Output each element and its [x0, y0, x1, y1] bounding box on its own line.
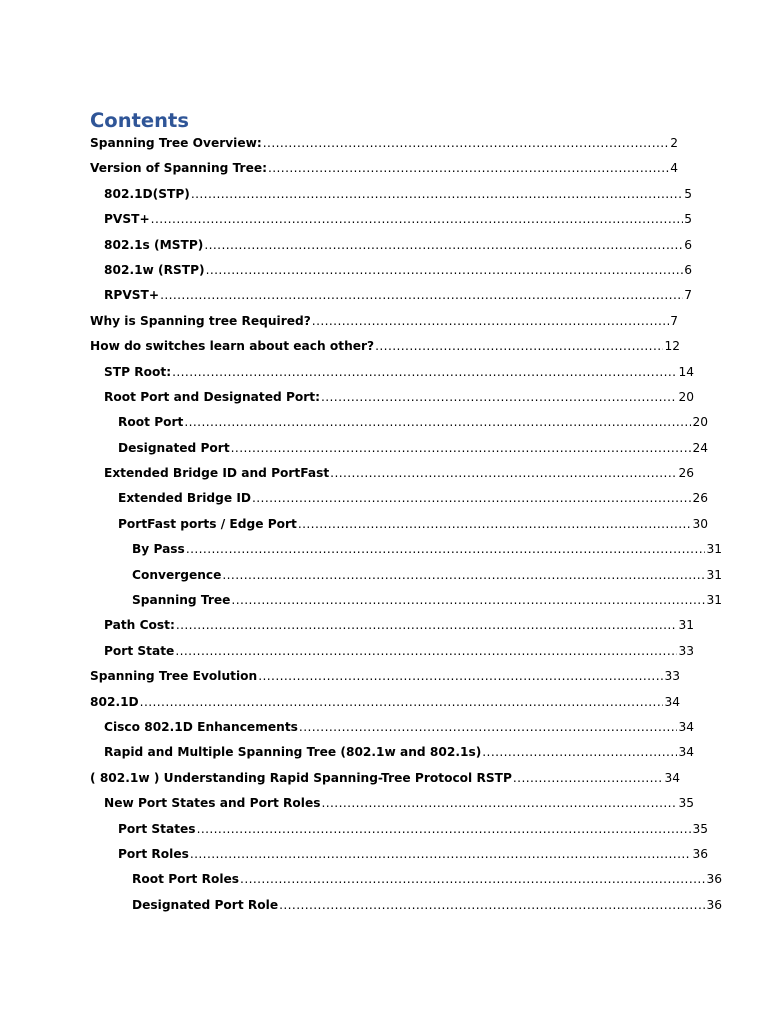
toc-page-number: 6 [684, 237, 692, 252]
toc-entry[interactable] [0, 436, 708, 461]
toc-page-number: 4 [670, 161, 678, 176]
toc-dot-leader [184, 410, 691, 435]
toc-page-number: 36 [706, 897, 722, 912]
toc-entry[interactable] [0, 867, 722, 892]
toc-entry[interactable] [0, 486, 708, 511]
toc-entry[interactable] [0, 131, 678, 156]
toc-entry[interactable] [0, 791, 694, 816]
toc-page-number: 5 [684, 212, 692, 227]
toc-dot-leader [172, 360, 677, 385]
toc-page-number: 31 [706, 542, 722, 557]
toc-page-number: 36 [706, 872, 722, 887]
toc-entry-title: Port Roles [118, 846, 189, 861]
toc-entry-title: Root Port Roles [132, 872, 240, 887]
toc-entry-title: Path Cost: [104, 618, 175, 633]
toc-entry[interactable] [0, 537, 722, 562]
toc-entry-title: Version of Spanning Tree: [90, 161, 267, 176]
toc-entry[interactable] [0, 817, 708, 842]
toc-page-number: 33 [678, 643, 694, 658]
toc-entry-title: STP Root: [104, 364, 172, 379]
toc-dot-leader [482, 740, 677, 765]
toc-dot-leader [321, 385, 678, 410]
toc-entry[interactable] [0, 715, 694, 740]
toc-entry[interactable] [0, 334, 680, 359]
toc-entry-title: 802.1D [90, 694, 139, 709]
toc-entry[interactable] [0, 410, 708, 435]
toc-entry[interactable] [0, 283, 692, 308]
toc-dot-leader [258, 664, 663, 689]
toc-entry-title: ( 802.1w ) Understanding Rapid Spanning-Tree Protocol RSTP [90, 770, 512, 785]
toc-entry-title: How do switches learn about each other? [90, 339, 375, 354]
toc-page-number: 20 [678, 389, 694, 404]
toc-heading: Contents [90, 109, 189, 132]
toc-dot-leader [279, 893, 705, 918]
toc-entry-title: Cisco 802.1D Enhancements [104, 719, 298, 734]
toc-entry[interactable] [0, 842, 708, 867]
toc-page-number: 35 [678, 796, 694, 811]
toc-entry[interactable] [0, 664, 680, 689]
toc-entry[interactable] [0, 258, 692, 283]
toc-entry-title: Spanning Tree Evolution [90, 669, 258, 684]
toc-page-number: 35 [692, 821, 708, 836]
toc-entry[interactable] [0, 588, 722, 613]
toc-entry-title: Extended Bridge ID and PortFast [104, 466, 330, 481]
toc-entry-title: Designated Port [118, 440, 230, 455]
toc-dot-leader [160, 283, 683, 308]
toc-entry[interactable] [0, 639, 694, 664]
toc-dot-leader [222, 563, 705, 588]
toc-dot-leader [204, 233, 683, 258]
toc-entry-title: PortFast ports / Edge Port [118, 516, 297, 531]
toc-entry-title: Extended Bridge ID [118, 491, 251, 506]
toc-dot-leader [268, 156, 669, 181]
toc-dot-leader [175, 639, 677, 664]
toc-page-number: 14 [678, 364, 694, 379]
toc-page-number: 24 [692, 440, 708, 455]
toc-dot-leader [197, 817, 692, 842]
toc-page-number: 5 [684, 186, 692, 201]
toc-dot-leader [298, 512, 692, 537]
toc-dot-leader [231, 588, 705, 613]
toc-dot-leader [186, 537, 706, 562]
toc-dot-leader [513, 766, 664, 791]
toc-entry-title: Convergence [132, 567, 222, 582]
toc-entry-title: Root Port and Designated Port: [104, 389, 320, 404]
toc-entry-title: Rapid and Multiple Spanning Tree (802.1w and 802.1s) [104, 745, 482, 760]
toc-entry[interactable] [0, 156, 678, 181]
table-of-contents [0, 131, 768, 918]
toc-entry[interactable] [0, 512, 708, 537]
toc-entry[interactable] [0, 893, 722, 918]
toc-entry-title: Why is Spanning tree Required? [90, 313, 311, 328]
toc-page-number: 34 [678, 745, 694, 760]
toc-entry[interactable] [0, 766, 680, 791]
toc-page-number: 26 [692, 491, 708, 506]
toc-page-number: 2 [670, 136, 678, 150]
toc-entry-title: Spanning Tree [132, 593, 231, 608]
toc-page-number: 7 [684, 288, 692, 303]
toc-page-number: 26 [678, 466, 694, 481]
toc-page-number: 6 [684, 262, 692, 277]
toc-page-number: 30 [692, 516, 708, 531]
toc-dot-leader [190, 842, 692, 867]
toc-page-number: 34 [678, 719, 694, 734]
toc-entry-title: 802.1w (RSTP) [104, 262, 205, 277]
toc-dot-leader [240, 867, 705, 892]
toc-dot-leader [206, 258, 684, 283]
toc-entry-title: By Pass [132, 542, 185, 557]
toc-dot-leader [231, 436, 692, 461]
toc-page-number: 33 [664, 669, 680, 684]
toc-dot-leader [312, 309, 669, 334]
toc-entry[interactable] [0, 690, 680, 715]
toc-entry-title: PVST+ [104, 212, 150, 227]
toc-page-number: 34 [664, 770, 680, 785]
toc-entry[interactable] [0, 740, 694, 765]
toc-entry-title: 802.1s (MSTP) [104, 237, 204, 252]
toc-dot-leader [299, 715, 678, 740]
toc-dot-leader [375, 334, 663, 359]
toc-entry[interactable] [0, 461, 694, 486]
toc-dot-leader [330, 461, 677, 486]
toc-page-number: 20 [692, 415, 708, 430]
toc-entry[interactable] [0, 207, 692, 232]
toc-page-number: 31 [706, 567, 722, 582]
toc-page-number: 31 [706, 593, 722, 608]
toc-entry[interactable] [0, 563, 722, 588]
toc-dot-leader [252, 486, 691, 511]
toc-page-number: 36 [692, 846, 708, 861]
toc-entry[interactable] [0, 360, 694, 385]
toc-entry-title: Root Port [118, 415, 184, 430]
toc-entry-title: Spanning Tree Overview: [90, 136, 262, 150]
toc-entry-title: Designated Port Role [132, 897, 279, 912]
toc-entry-title: 802.1D(STP) [104, 186, 190, 201]
toc-page-number: 12 [664, 339, 680, 354]
toc-dot-leader [263, 131, 669, 156]
toc-entry[interactable] [0, 233, 692, 258]
toc-dot-leader [321, 791, 677, 816]
toc-entry[interactable] [0, 182, 692, 207]
toc-entry[interactable] [0, 309, 678, 334]
toc-page-number: 34 [664, 694, 680, 709]
toc-entry-title: Port State [104, 643, 175, 658]
toc-entry-title: RPVST+ [104, 288, 160, 303]
toc-entry-title: New Port States and Port Roles [104, 796, 321, 811]
toc-dot-leader [191, 182, 683, 207]
toc-entry[interactable] [0, 385, 694, 410]
toc-dot-leader [151, 207, 684, 232]
toc-entry[interactable] [0, 613, 694, 638]
toc-page-number: 7 [670, 313, 678, 328]
toc-dot-leader [140, 690, 664, 715]
toc-entry-title: Port States [118, 821, 196, 836]
toc-page-number: 31 [678, 618, 694, 633]
toc-dot-leader [176, 613, 678, 638]
